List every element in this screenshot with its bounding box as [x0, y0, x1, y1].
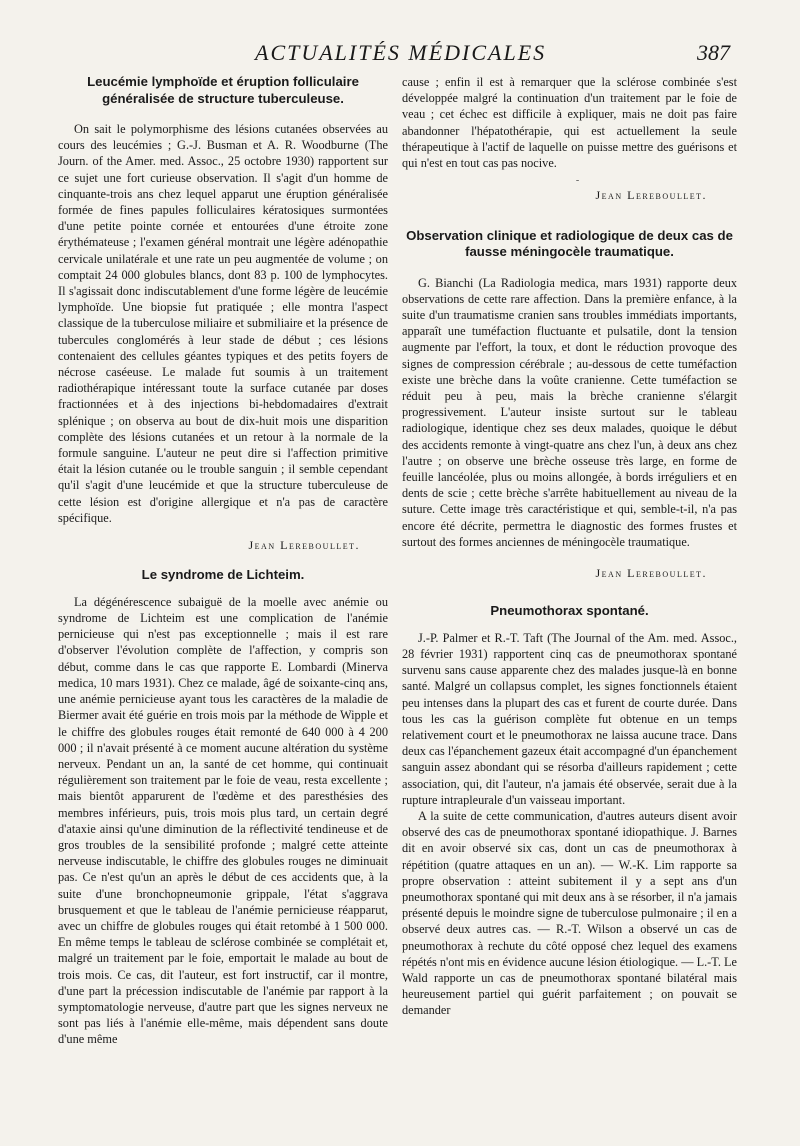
- signature-lereboullet-2: Jean Lereboullet.: [595, 188, 707, 203]
- signature-lereboullet-1: Jean Lereboullet.: [248, 538, 360, 553]
- signature-lereboullet-3: Jean Lereboullet.: [595, 565, 707, 580]
- article-title-lichteim: Le syndrome de Lichteim.: [141, 567, 305, 583]
- article-title-meningocele: Observation clinique et radiologique de deux cas de fausse méningocèle traumatique.: [406, 227, 733, 260]
- separator-mark: -: [575, 175, 580, 187]
- article-body-lichteim-continued: cause ; enfin il est à remarquer que la sclérose combinée s'est développée malgré la continuation d'un traitement par le foie de veau ; cet échec est difficile à expliquer, mais ne doit pas faire abandonner l'hépatothérapie, qui est actuellement la seule thérapeutique à l'actif de laquelle on puisse mettre des guérisons et qui n'est en tout cas pas nocive.: [402, 75, 737, 171]
- article-title-leucemie: Leucémie lymphoïde et éruption folliculaire généralisée de structure tuberculeuse.: [87, 74, 359, 106]
- article-body-leucemie: On sait le polymorphisme des lésions cutanées observées au cours des leucémies ; G.-J. Busman et A. R. Woodburne (The Journ. of the Amer. med. Assoc., 25 octobre 1930) rapportent sur ce sujet une fort curieuse observation. Il s'agit d'un homme de cinquante-trois ans chez lequel apparut une éruption généralisée formée de fines papules folliculaires kératosiques surmontées d'une petite pointe cornée et entourées d'une étroite zone érythémateuse ; l'examen général montrait une légère adénopathie cervicale unilatérale et une rate un peu augmentée de volume ; on comptait 24 000 globules blancs, dont 83 p. 100 de lymphocytes. Il s'agissait donc indiscutablement d'une forme légère de leucémie lymphoïde. Une biopsie fut pratiquée ; elle montra l'aspect classique de la tuberculose miliaire et submiliaire et la présence de tubercules conglomérés à leur stade de début ; ces lésions contenaient des cellules géantes typiques et des petits foyers de nécrose caséeuse. Le malade fut soumis à un traitement radiothérapique intéressant toute la surface cutanée par doses fractionnées et à des injections bi-hebdomadaires d'extrait splénique ; on observa au bout de dix-huit mois une disparition complète des lésions cutanées et un retour à la normale de la formule sanguine. L'auteur ne peut dire si l'affection primitive était la lésion cutanée ou le trouble sanguin ; il semble cependant qu'il s'agit d'une leucémide et que la structure tuberculeuse de cette lésion est d'origine allergique et n'a pas de caractère spécifique.: [58, 122, 388, 525]
- article-body-pneumothorax-p1: J.-P. Palmer et R.-T. Taft (The Journal of the Am. med. Assoc., 28 février 1931) rapportent cinq cas de pneumothorax spontané survenu sans cause apparente chez des malades jusque-là en bonne santé. Malgré un collapsus complet, les signes fonctionnels étaient peu intenses dans la plupart des cas et furent de courte durée. Dans tous les cas la guérison complète fut obtenue en un temps relativement court et le pneumothorax ne laissa aucune trace. Dans deux cas l'épanchement gazeux était accompagné d'un épanchement sanguin assez abondant qui se résorba d'ailleurs rapidement ; cette association, qui, dit l'auteur, n'a jamais été observée, serait due à la rupture intrapleurale d'un vaisseau important.: [402, 630, 737, 807]
- article-body-pneumothorax-p2: A la suite de cette communication, d'autres auteurs disent avoir observé des cas de pneumothorax spontané idiopathique. J. Barnes dit en avoir observé six cas, dont un cas de pneumothorax à répétition (quatre attaques en un an). — W.-K. Lim rapporte sa propre observation : atteint subitement il y a sept ans d'un pneumothorax spontané qui mit deux ans à se résorber, il n'a jamais présenté depuis le moindre signe de tuberculose pulmonaire ; il en a observé deux autres cas. — R.-T. Wilson a observé un cas de pneumothorax à rechute du côté opposé chez lequel des examens répétés n'ont mis en évidence aucune lésion étiologique. — L.-T. Le Wald rapporte un cas de pneumothorax spontané bilatéral mais heureusement partiel qui guérit parfaitement ; on pouvait se demander: [402, 809, 737, 1018]
- article-body-meningocele: G. Bianchi (La Radiologia medica, mars 1931) rapporte deux observations de cette rare affection. Dans la première enfance, à la suite d'un traumatisme cranien sans troubles immédiats importants, apparaît une tuméfaction fluctuante et pulsatile, dont la tension augmente par l'effort, la toux, et dont le réduction provoque des signes de compression cérébrale ; au-dessous de cette tuméfaction existe une brèche dans la voûte cranienne. Cette tuméfaction se réduit peu à peu, mais la brèche cranienne s'élargit progressivement. L'auteur insiste surtout sur le tableau radiologique, identique chez ses deux malades, quoique le début des accidents remonte à vingt-quatre ans chez l'un, à deux ans chez l'autre ; on observe une brèche osseuse très large, en forme de feuille lancéolée, plus ou moins allongée, à bords irréguliers et en dents de scie ; cette brèche s'arrête habituellement au niveau de la suture. Cette image très caractéristique et qui, semble-t-il, n'a pas encore été décrite, permettra le diagnostic des formes frustes et surtout des formes anciennes de méningocèle traumatique.: [402, 275, 737, 549]
- page-number: 387: [697, 40, 730, 65]
- article-body-lichteim: La dégénérescence subaiguë de la moelle avec anémie ou syndrome de Lichteim est une complication de l'anémie pernicieuse qui n'est pas exceptionnelle ; mais il est rare d'observer l'évolution complète de l'affection, y compris son début, comme dans le cas que rapporte E. Lombardi (Minerva medica, 10 mars 1931). Chez ce malade, âgé de soixante-cinq ans, une anémie pernicieuse ayant tous les caractères de la maladie de Biermer avait été guérie en trois mois par la méthode de Wipple et le chiffre des globules rouges était remonté de 640 000 à 4 200 000 ; il n'avait présenté à ce moment aucune altération du système nerveux. Pendant un an, la santé de cet homme, qui continuait régulièrement son traitement par le foie de veau, resta excellente ; mais bientôt apparurent de l'œdème et des paresthésies des membres inférieurs, puis, trois mois plus tard, un certain degré d'ataxie ainsi qu'une diminution de la réflectivité tendineuse et de gros troubles de la sensibilité profonde ; malgré cette atteinte nerveuse indiscutable, le chiffre des globules rouges ne diminuait pas. Ce n'est qu'un an après le début de ces accidents que, à la suite d'une bronchopneumonie grippale, l'état s'aggrava brusquement et que le tableau de l'anémie pernicieuse réapparut, avec un chiffre de globules rouges qui était retombé à 1 500 000. En même temps le tableau de sclérose combinée se complétait et, malgré un traitement par le foie, emportait le malade au bout de trois mois. Ce cas, dit l'auteur, est fort instructif, car il montre, d'une part la précession indiscutable de l'anémie par rapport à la symptomatologie nerveuse, d'autre part que les signes nerveux ne sont pas liés à l'anémie elle-même, mais dépendent sans doute d'une même: [58, 594, 388, 1047]
- right-column: [402, 74, 737, 1019]
- running-title: ACTUALITÉS MÉDICALES: [255, 40, 547, 65]
- article-title-pneumothorax: Pneumothorax spontané.: [490, 603, 649, 619]
- left-column: [58, 74, 388, 1048]
- running-head: [0, 40, 800, 70]
